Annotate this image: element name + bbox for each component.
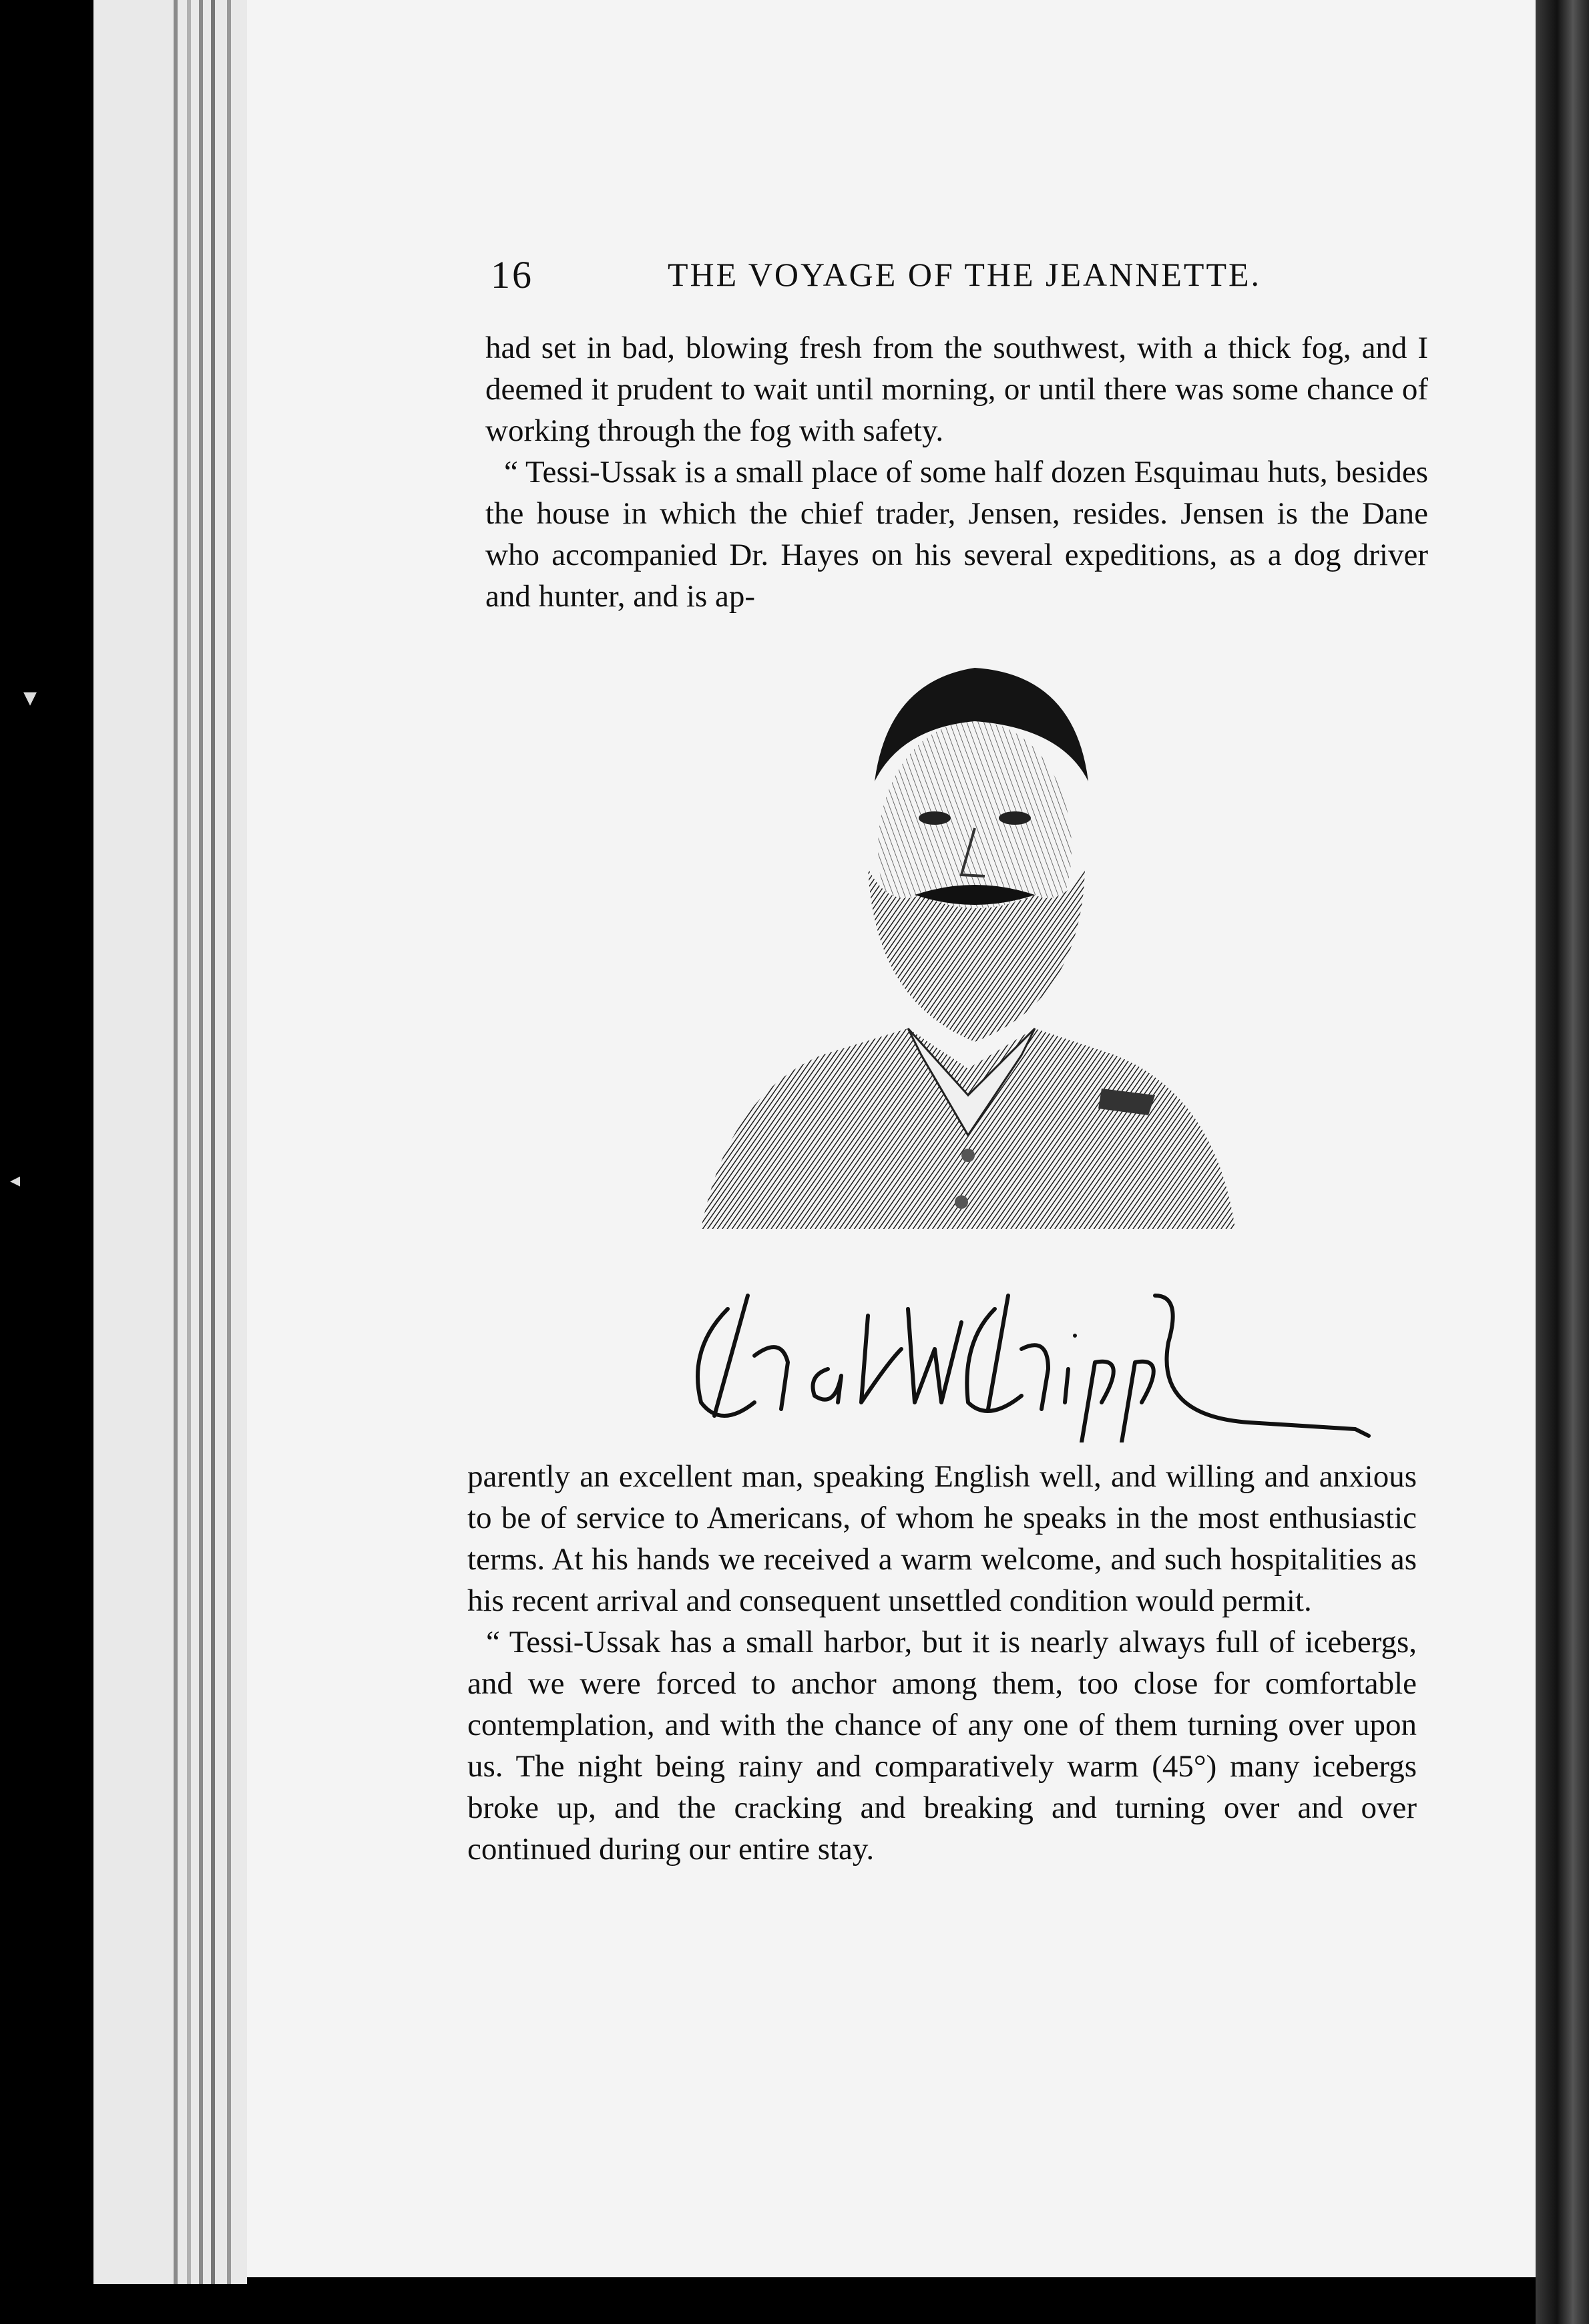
book-page-edges	[93, 0, 247, 2284]
margin-speck: ▾	[23, 682, 37, 712]
paragraph: had set in bad, blowing fresh from the southwest, with a thick fog, and I deemed it prudent to wait until morning, or until there was some chance of working through the fog with safety.	[485, 331, 1428, 448]
paragraph: “ Tessi-Ussak is a small place of some half dozen Esquimau huts, besides the house in which the chief trader, Jensen, resides. Jensen is the Dane who accompanied Dr. Hayes on his several expeditions, as a dog driver and hunter, and is ap-	[485, 455, 1428, 614]
right-eye	[999, 811, 1031, 825]
page-edge-line	[227, 0, 231, 2284]
coat-button	[955, 1195, 968, 1209]
signature-icon	[674, 1269, 1382, 1442]
page-edge-line	[187, 0, 191, 2284]
margin-speck: ◂	[10, 1169, 21, 1191]
paragraph: parently an excellent man, speaking English well, and willing and anxious to be of service to Americans, of whom he speaks in the most enthusiastic terms. At his hands we received a warm welcome, and such hospitalities as his recent arrival and consequent unsettled condition would permit.	[467, 1459, 1417, 1618]
paragraph: “ Tessi-Ussak has a small harbor, but it is nearly always full of icebergs, and we were forced to anchor among them, too close for comfortable contemplation, and with the chance of any one of them turning over upon us. The night being rainy and comparatively warm (45°) many icebergs broke up, and the cracking and breaking and turning over and over continued during our entire stay.	[467, 1625, 1417, 1867]
page-edge-line	[211, 0, 215, 2284]
engraved-portrait-icon	[688, 628, 1248, 1255]
page-gutter-shadow	[1536, 0, 1589, 2324]
left-eye	[919, 811, 951, 825]
running-head	[491, 252, 1265, 299]
page-edge-line	[174, 0, 178, 2284]
text-block-lower	[467, 1456, 1417, 1870]
book-title-header: THE VOYAGE OF THE JEANNETTE.	[668, 256, 1262, 293]
text-block-upper	[485, 327, 1428, 617]
page-edge-line	[199, 0, 203, 2284]
coat-button	[961, 1149, 975, 1162]
signature-stroke	[698, 1296, 1369, 1442]
page-number: 16	[491, 253, 533, 297]
